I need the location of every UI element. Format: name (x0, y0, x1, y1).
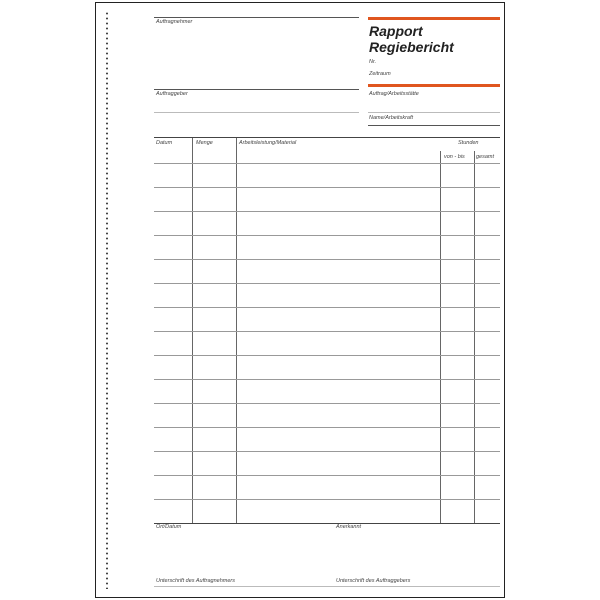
col-gesamt-header: gesamt (476, 154, 495, 160)
title-regiebericht: Regiebericht (369, 39, 454, 55)
col-arbeitsleistung-header: Arbeitsleistung/Material (239, 140, 297, 146)
signature-rule (154, 586, 500, 587)
perforation-line (106, 11, 108, 589)
col-menge-header: Menge (196, 140, 213, 146)
title-rapport: Rapport (369, 23, 423, 39)
auftraggeber-rule (154, 112, 359, 113)
table-row-rule (154, 187, 500, 188)
col-divider-arbeitsleistung (440, 151, 441, 523)
unterschrift-auftragnehmer-label: Unterschrift des Auftragnehmers (156, 578, 235, 584)
col-divider-von-bis (474, 151, 475, 523)
auftraggeber-label: Auftraggeber (156, 91, 188, 97)
table-row-rule (154, 211, 500, 212)
title-accent-bar-bottom (368, 84, 500, 87)
table-row-rule (154, 403, 500, 404)
table-row-rule (154, 283, 500, 284)
anerkannt-label: Anerkannt (336, 524, 362, 530)
table-row-rule (154, 235, 500, 236)
auftrag-arbeitsstaette-label: Auftrag/Arbeitsstätte (369, 91, 419, 97)
table-row-rule (154, 163, 500, 164)
auftragnehmer-label: Auftragnehmer (156, 19, 193, 25)
zeitraum-label: Zeitraum (369, 71, 391, 77)
auftrag-rule (368, 112, 500, 113)
table-row-rule (154, 451, 500, 452)
table-row-rule (154, 499, 500, 500)
form-sheet (95, 2, 505, 598)
unterschrift-auftraggeber-label: Unterschrift des Auftraggebers (336, 578, 411, 584)
table-row-rule (154, 475, 500, 476)
table-top-rule (154, 137, 500, 138)
table-row-rule (154, 523, 500, 524)
nr-label: Nr. (369, 59, 377, 65)
table-row-rule (154, 427, 500, 428)
name-arbeitskraft-label: Name/Arbeitskraft (369, 115, 414, 121)
col-stunden-header: Stunden (458, 140, 479, 146)
auftragnehmer-top-rule (154, 17, 359, 18)
table-row-rule (154, 307, 500, 308)
name-rule (368, 125, 500, 126)
table-row-rule (154, 379, 500, 380)
col-datum-header: Datum (156, 140, 173, 146)
title-accent-bar-top (368, 17, 500, 20)
table-row-rule (154, 331, 500, 332)
table-row-rule (154, 355, 500, 356)
ort-datum-label: Ort/Datum (156, 524, 182, 530)
col-von-bis-header: von - bis (444, 154, 465, 160)
auftragnehmer-bottom-rule (154, 89, 359, 90)
table-row-rule (154, 259, 500, 260)
